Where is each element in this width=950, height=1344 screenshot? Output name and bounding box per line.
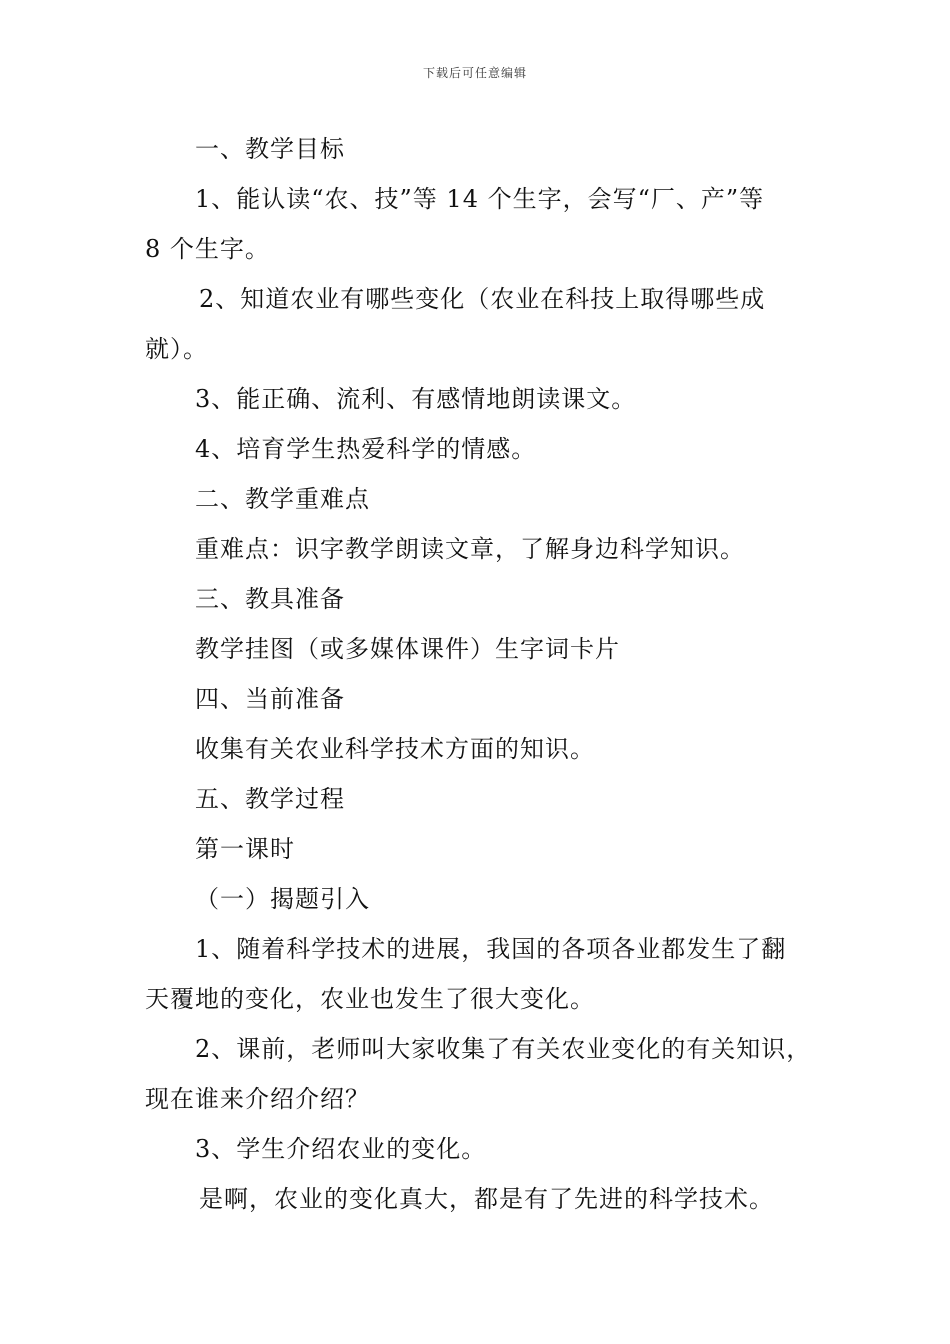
paragraph-line: 1、随着科学技术的进展，我国的各项各业都发生了翻 [195,935,787,963]
paragraph-line: 教学挂图（或多媒体课件）生字词卡片 [195,635,620,663]
section-title-key-points: 二、教学重难点 [195,485,370,513]
paragraph-line: 2、知道农业有哪些变化（农业在科技上取得哪些成 [199,285,766,313]
paragraph-line: 现在谁来介绍介绍？ [145,1085,370,1113]
section-title-materials: 三、教具准备 [195,585,345,613]
paragraph-line: 就）。 [145,335,208,363]
paragraph-line: 4、培育学生热爱科学的情感。 [195,435,537,463]
subsection-title: （一）揭题引入 [195,885,370,913]
paragraph-line: 2、课前，老师叫大家收集了有关农业变化的有关知识， [195,1035,812,1063]
paragraph-line: 收集有关农业科学技术方面的知识。 [195,735,595,763]
paragraph-line: 天覆地的变化，农业也发生了很大变化。 [145,985,595,1013]
paragraph-line: 1、能认读“农、技”等 14 个生字，会写“厂、产”等 [195,185,765,213]
paragraph-line: 3、学生介绍农业的变化。 [195,1135,487,1163]
paragraph-line: 8 个生字。 [145,235,270,263]
paragraph-line: 3、能正确、流利、有感情地朗读课文。 [195,385,637,413]
subsection-title: 第一课时 [195,835,295,863]
section-title-preparation: 四、当前准备 [195,685,345,713]
document-body [145,124,825,1224]
paragraph-line: 重难点：识字教学朗读文章，了解身边科学知识。 [195,535,745,563]
page-header: 下载后可任意编辑 [422,66,527,80]
paragraph-line: 是啊，农业的变化真大，都是有了先进的科学技术。 [199,1185,774,1213]
section-title-objectives: 一、教学目标 [195,135,345,163]
section-title-process: 五、教学过程 [195,785,345,813]
